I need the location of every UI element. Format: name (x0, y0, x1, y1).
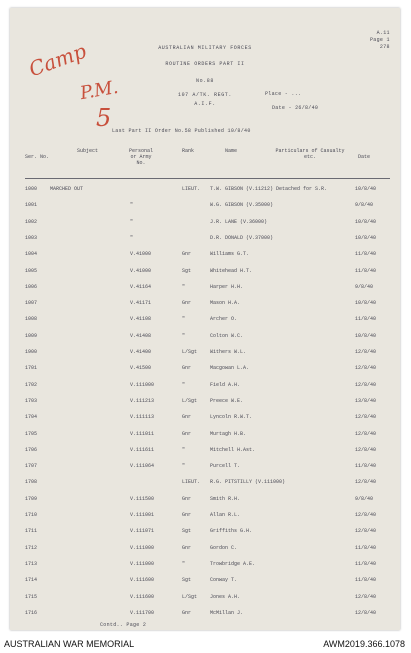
continued-note: Contd.. Page 2 (100, 622, 147, 628)
row-army-no: V.111600 (130, 593, 155, 600)
footer-credit: AUSTRALIAN WAR MEMORIAL (4, 639, 135, 649)
order-number: No.88 (195, 78, 214, 84)
column-headers (10, 148, 400, 172)
row-date: 12/8/40 (355, 512, 377, 518)
row-date: 12/8/40 (355, 381, 377, 388)
order-row (10, 496, 400, 505)
row-name: Harper H.H. (210, 283, 244, 290)
row-name: Withers W.L. (210, 349, 247, 355)
order-row (10, 610, 400, 619)
row-rank: Gnr (182, 495, 192, 502)
header-rule (25, 178, 390, 179)
row-name: Macgowan L.A. (210, 365, 250, 372)
corner-number: 278 (379, 44, 390, 50)
row-ser: 1705 (25, 430, 38, 437)
row-rank: LIEUT. (182, 479, 201, 486)
row-army-no: V.111600 (130, 577, 155, 584)
row-date: 9/8/40 (355, 495, 374, 502)
row-rank: Gnr (182, 300, 192, 307)
row-date: 11/8/40 (355, 577, 377, 584)
row-name: Griffiths G.H. (210, 528, 253, 535)
row-rank: Gnr (182, 544, 192, 551)
order-row (10, 268, 400, 277)
col-ser: Ser. No. (25, 154, 50, 160)
row-name: Field A.H. (210, 381, 241, 388)
col-name: Name (225, 148, 238, 154)
row-name: Trowbridge A.E. (210, 560, 256, 567)
row-date: 12/8/40 (355, 446, 377, 453)
row-date: 10/8/40 (355, 300, 377, 307)
row-rank: " (182, 316, 186, 323)
row-ser: 1001 (25, 202, 38, 209)
row-ser: 1710 (25, 512, 38, 518)
row-date: 10/8/40 (355, 186, 377, 192)
row-ser: 1009 (25, 332, 38, 339)
row-date: 9/8/40 (355, 202, 374, 209)
order-row (10, 414, 400, 423)
row-rank: Sgt (182, 267, 192, 274)
order-row (10, 561, 400, 570)
row-ser: 1704 (25, 414, 38, 421)
order-row (10, 316, 400, 325)
row-rank: " (182, 283, 186, 290)
last-order-line: Last Part II Order No.58 Published 10/8/40 (112, 128, 251, 134)
row-rank: L/Sgt (182, 349, 198, 355)
row-name: T.W. GIBSON (V.11212) Detached for S.R. (210, 186, 328, 192)
row-ser: 1703 (25, 397, 38, 404)
row-rank: L/Sgt (182, 593, 198, 600)
row-name: Mason H.A. (210, 300, 241, 307)
row-date: 10/8/40 (355, 234, 377, 241)
row-ser: 1714 (25, 577, 38, 584)
row-name: Gordon C. (210, 544, 238, 551)
row-army-no: V.41408 (130, 332, 152, 339)
row-army-no: " (130, 218, 134, 225)
order-row (10, 284, 400, 293)
row-army-no: V.111000 (130, 544, 155, 551)
row-date: 11/8/40 (355, 267, 377, 274)
order-row (10, 431, 400, 440)
row-date: 12/8/40 (355, 593, 377, 600)
row-ser: 1003 (25, 234, 38, 241)
annotation-initials: P.M. (78, 76, 120, 105)
row-ser: 1007 (25, 300, 38, 307)
corner-page: Page 1 (370, 37, 390, 43)
footer-accession: AWM2019.366.1078 (323, 639, 405, 649)
row-date: 12/8/40 (355, 479, 377, 486)
col-subject: Subject (77, 148, 99, 154)
row-name: W.G. GIBSON (V.35000) (210, 202, 274, 209)
row-date: 11/8/40 (355, 544, 377, 551)
row-ser: 1702 (25, 381, 38, 388)
order-row (10, 528, 400, 537)
row-date: 11/8/40 (355, 560, 377, 567)
row-subject: MARCHED OUT (50, 186, 84, 192)
row-rank: Gnr (182, 365, 192, 372)
order-row (10, 398, 400, 407)
heading-line-2: ROUTINE ORDERS PART II (165, 61, 245, 67)
place-label: Place - ... (265, 91, 302, 97)
row-name: Smith R.H. (210, 495, 241, 502)
order-row (10, 219, 400, 228)
col-rank: Rank (182, 148, 195, 154)
row-name: D.R. DONALD (V.37000) (210, 234, 274, 241)
row-date: 12/8/40 (355, 414, 377, 421)
row-rank: Sgt (182, 577, 192, 584)
row-ser: 1005 (25, 267, 38, 274)
row-rank: " (182, 463, 186, 470)
row-army-no: V.111000 (130, 560, 155, 567)
order-row (10, 447, 400, 456)
row-rank: Gnr (182, 430, 192, 437)
row-date: 10/8/40 (355, 332, 377, 339)
annotation-number: 5 (96, 104, 112, 132)
row-date: 13/8/40 (355, 397, 377, 404)
row-date: 12/8/40 (355, 365, 377, 372)
col-date: Date (358, 154, 371, 160)
row-name: Jones A.H. (210, 593, 241, 600)
row-rank: Gnr (182, 609, 192, 616)
row-ser: 1002 (25, 218, 38, 225)
row-ser: 1006 (25, 283, 38, 290)
annotation-camp: Camp (25, 38, 90, 82)
row-name: J.R. LANE (V.36000) (210, 218, 268, 225)
order-row (10, 202, 400, 211)
order-row (10, 382, 400, 391)
row-rank: Gnr (182, 512, 192, 518)
row-date: 9/8/40 (355, 283, 374, 290)
row-army-no: V.111611 (130, 446, 155, 453)
order-row (10, 365, 400, 374)
row-army-no: V.41400 (130, 349, 152, 355)
row-rank: Sgt (182, 528, 192, 535)
order-row (10, 463, 400, 472)
row-name: Allan R.L. (210, 512, 241, 518)
unit-sub: A.I.F. (194, 101, 216, 107)
unit-name: 107 A/TK. REGT. (177, 92, 232, 98)
row-ser: 1706 (25, 446, 38, 453)
row-ser: 1713 (25, 560, 38, 567)
row-army-no: " (130, 202, 134, 209)
order-row (10, 479, 400, 488)
corner-ref: A.11 (376, 30, 390, 36)
order-row (10, 251, 400, 260)
row-rank: " (182, 446, 186, 453)
row-rank: " (182, 560, 186, 567)
col-personal: Personal or Army No. (128, 148, 153, 166)
row-ser: 1715 (25, 593, 38, 600)
row-army-no: V.111700 (130, 609, 155, 616)
row-ser: 1708 (25, 479, 38, 486)
row-name: Whitehead H.T. (210, 267, 253, 274)
footer-bar (0, 632, 411, 653)
order-row (10, 512, 400, 521)
row-ser: 1000 (25, 186, 38, 192)
row-army-no: V.111001 (130, 512, 155, 518)
row-ser: 1004 (25, 251, 38, 258)
row-army-no: V.41000 (130, 267, 152, 274)
row-name: Colton W.C. (210, 332, 244, 339)
row-ser: 1711 (25, 528, 38, 535)
col-particulars: Particulars of Casualty etc. (275, 148, 345, 160)
date-label: Date - 26/8/40 (272, 105, 319, 111)
document-sheet (10, 8, 400, 630)
row-rank: Gnr (182, 414, 192, 421)
row-ser: 1712 (25, 544, 38, 551)
row-date: 11/8/40 (355, 251, 377, 258)
row-date: 12/8/40 (355, 609, 377, 616)
row-rank: " (182, 332, 186, 339)
row-army-no: V.111064 (130, 463, 155, 470)
order-row (10, 545, 400, 554)
order-row (10, 349, 400, 358)
row-date: 11/8/40 (355, 316, 377, 323)
row-name: Preece W.E. (210, 397, 244, 404)
row-rank: LIEUT. (182, 186, 201, 192)
row-date: 11/8/40 (355, 463, 377, 470)
order-row (10, 333, 400, 342)
order-row (10, 186, 400, 195)
row-army-no: V.41171 (130, 300, 152, 307)
row-name: Lyncoln R.W.T. (210, 414, 253, 421)
order-row (10, 300, 400, 309)
row-ser: 1709 (25, 495, 38, 502)
heading-line-1: AUSTRALIAN MILITARY FORCES (158, 45, 252, 51)
row-army-no: V.41108 (130, 316, 152, 323)
row-date: 10/8/40 (355, 218, 377, 225)
row-rank: Gnr (182, 251, 192, 258)
row-name: McMillan J. (210, 609, 244, 616)
row-date: 12/8/40 (355, 430, 377, 437)
order-row (10, 235, 400, 244)
row-ser: 1701 (25, 365, 38, 372)
row-rank: L/Sgt (182, 397, 198, 404)
row-army-no: V.41000 (130, 251, 152, 258)
row-name: Mitchell H.Ast. (210, 446, 256, 453)
row-name: Murtagh H.B. (210, 430, 247, 437)
row-ser: 1716 (25, 609, 38, 616)
row-army-no: V.41500 (130, 365, 152, 372)
order-row (10, 577, 400, 586)
row-army-no: V.111213 (130, 397, 155, 404)
row-army-no: V.111011 (130, 430, 155, 437)
order-row (10, 594, 400, 603)
row-army-no: V.111500 (130, 495, 155, 502)
row-rank: " (182, 381, 186, 388)
row-name: Conway T. (210, 577, 238, 584)
row-name: Williams G.T. (210, 251, 250, 258)
row-army-no: V.111000 (130, 381, 155, 388)
row-army-no: V.111113 (130, 414, 155, 421)
row-army-no: " (130, 234, 134, 241)
row-name: Archer O. (210, 316, 238, 323)
row-name: R.G. PITSTILLY (V.111000) (210, 479, 286, 486)
row-date: 12/8/40 (355, 349, 377, 355)
row-name: Purcell T. (210, 463, 241, 470)
row-army-no: V.41164 (130, 283, 152, 290)
row-ser: 1707 (25, 463, 38, 470)
row-army-no: V.111071 (130, 528, 155, 535)
row-ser: 1008 (25, 316, 38, 323)
row-ser: 1900 (25, 349, 38, 355)
row-date: 12/8/40 (355, 528, 377, 535)
